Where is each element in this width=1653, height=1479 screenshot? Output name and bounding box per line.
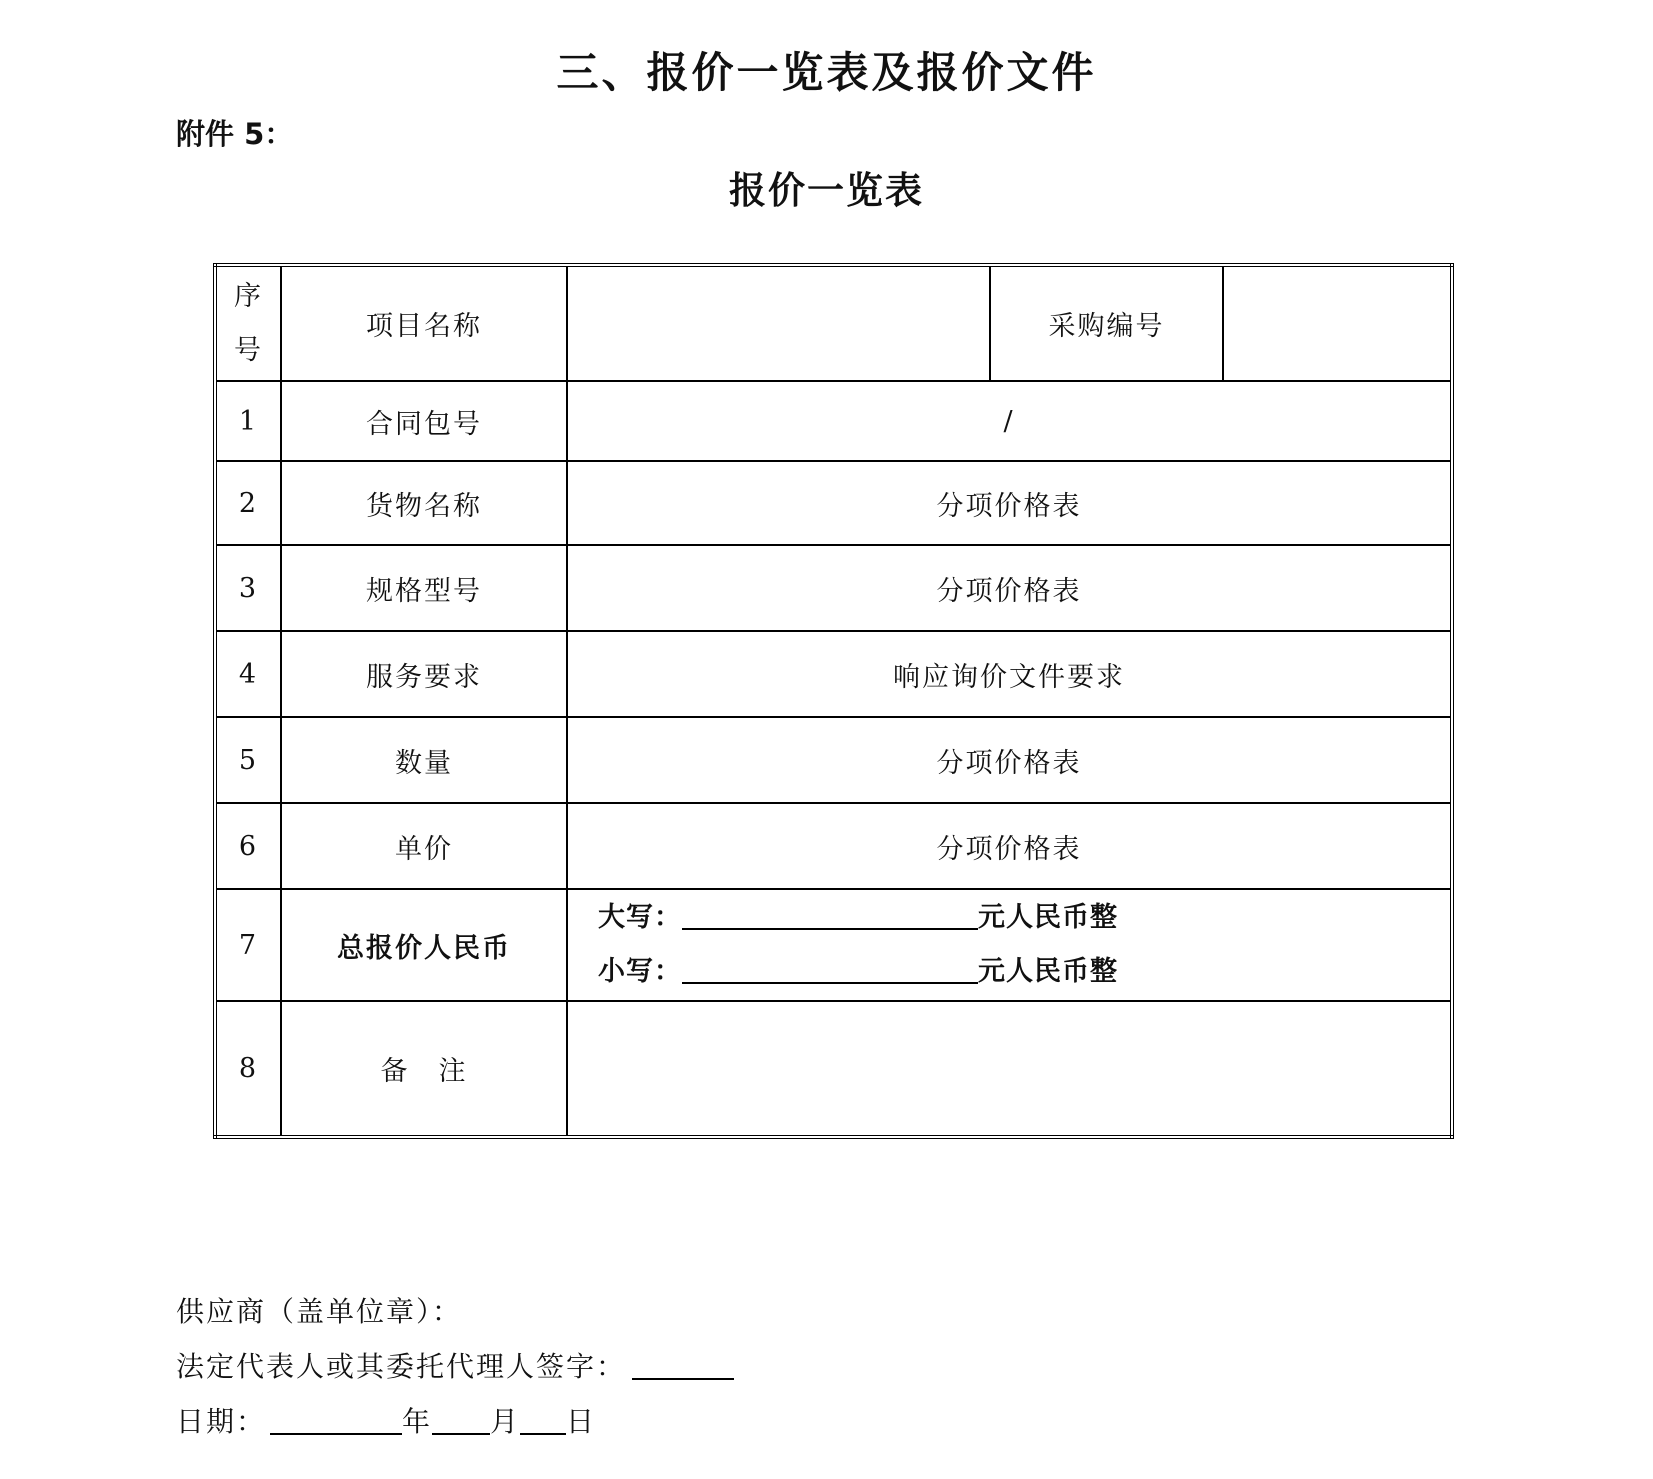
row-value-contract-package[interactable]: / [567, 381, 1452, 461]
signature-field[interactable] [632, 1352, 734, 1380]
row-value-service-requirements[interactable]: 响应询价文件要求 [567, 631, 1452, 717]
row-index: 1 [215, 381, 281, 461]
row-label-service-requirements: 服务要求 [281, 631, 567, 717]
row-value-goods-name[interactable]: 分项价格表 [567, 461, 1452, 545]
row-label-contract-package: 合同包号 [281, 381, 567, 461]
lowercase-amount-field[interactable] [682, 956, 978, 984]
row-value-quantity[interactable]: 分项价格表 [567, 717, 1452, 803]
table-title: 报价一览表 [729, 169, 924, 212]
lowercase-suffix: 元人民币整 [978, 956, 1118, 987]
day-unit: 日 [566, 1405, 597, 1438]
day-field[interactable] [520, 1407, 566, 1435]
row-value-unit-price[interactable]: 分项价格表 [567, 803, 1452, 889]
signature-label: 法定代表人或其委托代理人签字： [176, 1350, 627, 1383]
row-index: 6 [215, 803, 281, 889]
table-row [215, 461, 1452, 545]
index-header-char-1: 序 [234, 280, 263, 312]
month-unit: 月 [490, 1405, 521, 1438]
uppercase-amount-field[interactable] [682, 902, 978, 930]
row-label-goods-name: 货物名称 [281, 461, 567, 545]
table-row-total-price [215, 889, 1452, 1001]
row-label-total-price: 总报价人民币 [281, 889, 567, 1001]
table-header-row [215, 265, 1452, 381]
supplier-seal-label: 供应商（盖单位章）： [176, 1295, 463, 1328]
procurement-number-value[interactable] [1223, 265, 1452, 381]
row-index: 2 [215, 461, 281, 545]
total-price-uppercase-line [598, 891, 1450, 945]
total-price-cell [567, 889, 1452, 1001]
date-line [176, 1400, 596, 1440]
table-row-remarks [215, 1001, 1452, 1137]
row-label-unit-price: 单价 [281, 803, 567, 889]
uppercase-suffix: 元人民币整 [978, 902, 1118, 933]
row-index: 4 [215, 631, 281, 717]
document-main-title: 三、报价一览表及报价文件 [556, 48, 1097, 97]
row-index: 8 [215, 1001, 281, 1137]
row-label-quantity: 数量 [281, 717, 567, 803]
supplier-seal-line [176, 1290, 462, 1330]
procurement-number-label: 采购编号 [990, 265, 1223, 381]
project-name-label: 项目名称 [281, 265, 567, 381]
row-index: 3 [215, 545, 281, 631]
row-value-specification[interactable]: 分项价格表 [567, 545, 1452, 631]
date-label: 日期： [176, 1405, 267, 1438]
table-row [215, 803, 1452, 889]
index-header-cell [215, 265, 281, 381]
lowercase-label: 小写： [598, 956, 682, 987]
total-price-lowercase-line [598, 945, 1450, 999]
quote-summary-table [213, 263, 1454, 1139]
attachment-label: 附件 5： [176, 117, 294, 151]
table-row [215, 631, 1452, 717]
remarks-value-cell[interactable] [567, 1001, 1452, 1137]
year-field[interactable] [270, 1407, 402, 1435]
index-header-char-2: 号 [234, 334, 263, 366]
row-index: 5 [215, 717, 281, 803]
row-label-remarks: 备 注 [281, 1001, 567, 1137]
table-row [215, 717, 1452, 803]
signature-line [176, 1345, 734, 1385]
month-field[interactable] [432, 1407, 490, 1435]
year-unit: 年 [402, 1405, 433, 1438]
project-name-value[interactable] [567, 265, 990, 381]
table-row [215, 545, 1452, 631]
uppercase-label: 大写： [598, 902, 682, 933]
row-label-specification: 规格型号 [281, 545, 567, 631]
table-row [215, 381, 1452, 461]
row-index: 7 [215, 889, 281, 1001]
